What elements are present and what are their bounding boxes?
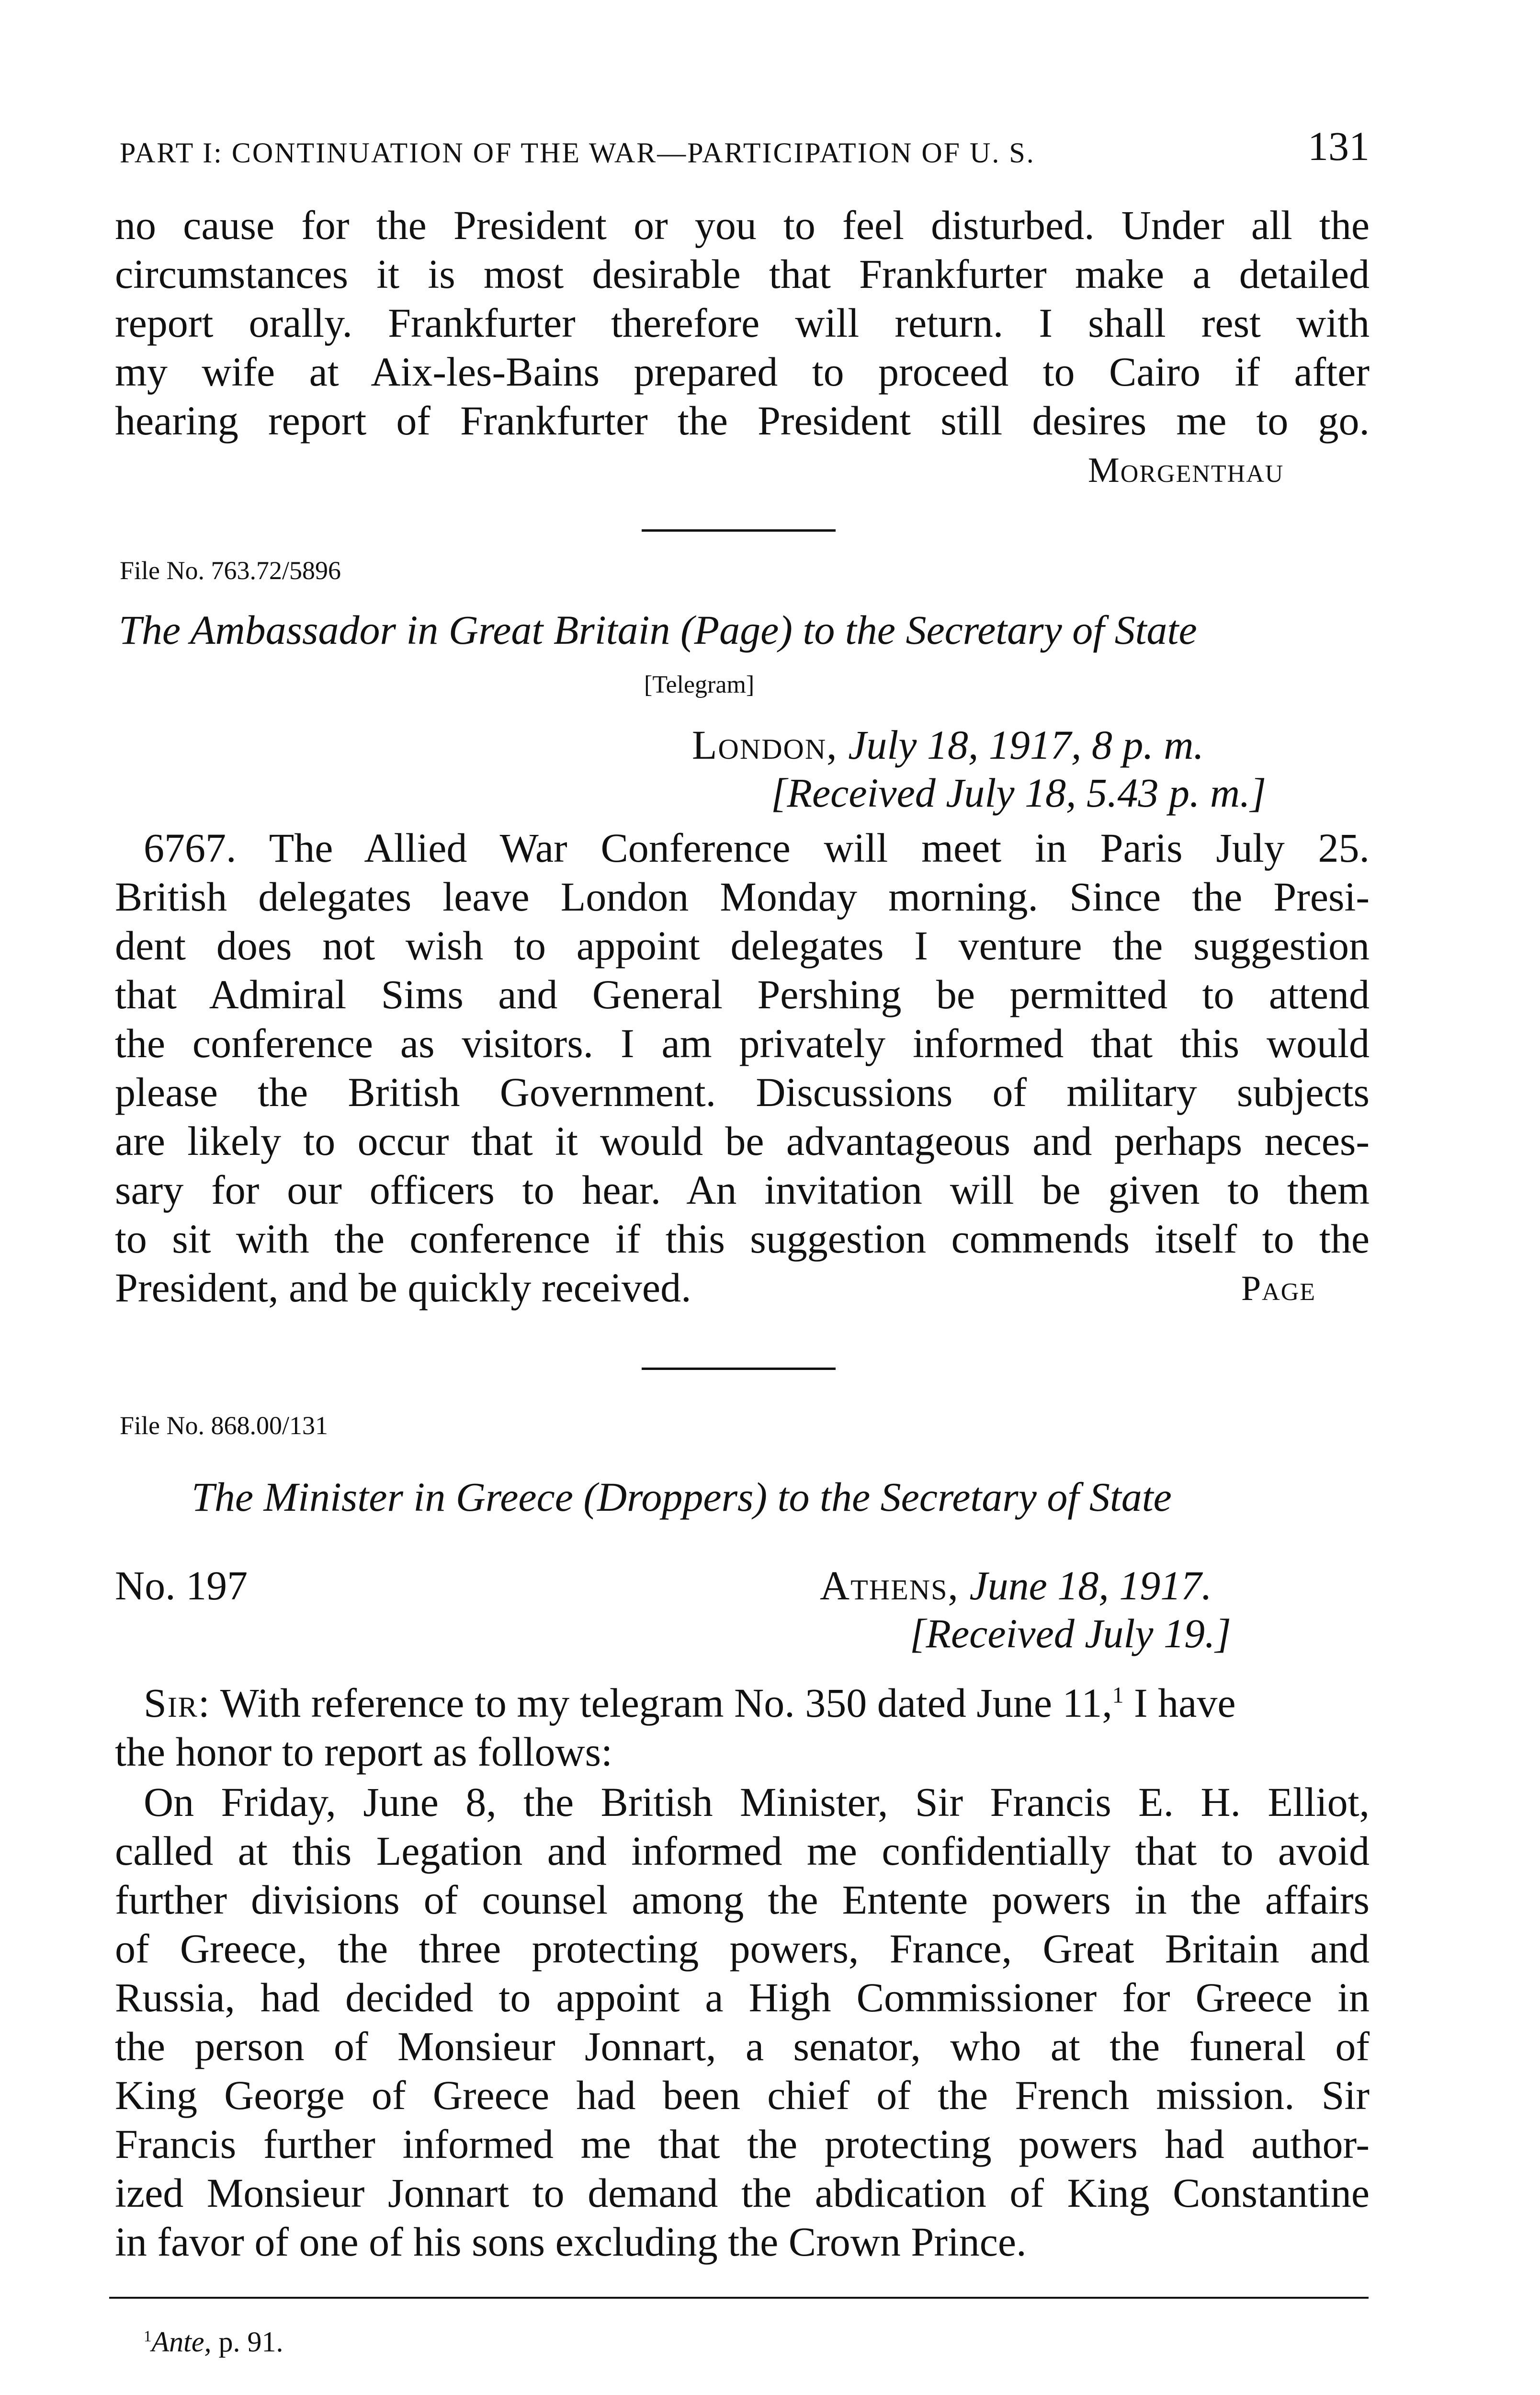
file-number: File No. 763.72/5896	[120, 556, 341, 585]
footnote-mark: 1	[144, 2328, 152, 2345]
document-title: The Ambassador in Great Britain (Page) to the Secretary of State	[119, 607, 1197, 653]
text-line: sary for our officers to hear. An invitation will be given to them	[115, 1167, 1370, 1213]
dateline	[820, 1562, 1212, 1609]
signature-morgenthau: Morgenthau	[1088, 451, 1284, 490]
text-line: in favor of one of his sons excluding the Crown Prince.	[115, 2219, 1027, 2265]
salutation-text: With reference to my telegram No. 350 dated June 11,	[220, 1680, 1112, 1726]
footnote-italic: Ante,	[151, 2326, 212, 2358]
dateline	[692, 721, 1204, 769]
file-number: File No. 868.00/131	[120, 1411, 328, 1440]
text-line: please the British Government. Discussions of military subjects	[115, 1069, 1370, 1115]
footnote-rule	[109, 2297, 1369, 2299]
received-line: [Received July 19.]	[910, 1610, 1231, 1656]
dateline-date: June 18, 1917.	[969, 1562, 1212, 1608]
text-line: the conference as visitors. I am privately informed that this would	[115, 1020, 1370, 1066]
text-line: to sit with the conference if this suggestion commends itself to the	[115, 1216, 1370, 1262]
salutation-text-end: I have	[1123, 1680, 1236, 1726]
text-line: hearing report of Frankfurter the President still desires me to go.	[115, 398, 1370, 444]
salutation-line	[144, 1679, 1370, 1727]
text-line: On Friday, June 8, the British Minister, Sir Francis E. H. Elliot,	[144, 1779, 1370, 1825]
text-line: 6767. The Allied War Conference will meet in Paris July 25.	[144, 825, 1370, 871]
page-number: 131	[1308, 123, 1370, 169]
text-line: are likely to occur that it would be advantageous and perhaps neces-	[115, 1118, 1370, 1164]
footnote	[144, 2326, 283, 2359]
text-line: no cause for the President or you to feel disturbed. Under all the	[115, 202, 1370, 248]
running-title: PART I: CONTINUATION OF THE WAR—PARTICIPATION OF U. S.	[120, 137, 1035, 169]
text-line: circumstances it is most desirable that Frankfurter make a detailed	[115, 251, 1370, 297]
text-line: ized Monsieur Jonnart to demand the abdication of King Constantine	[115, 2170, 1370, 2216]
text-line: report orally. Frankfurter therefore will return. I shall rest with	[115, 300, 1370, 346]
text-line: Francis further informed me that the protecting powers had author-	[115, 2121, 1370, 2167]
salutation: Sir:	[144, 1680, 211, 1726]
text-line: called at this Legation and informed me confidentially that to avoid	[115, 1828, 1370, 1874]
dateline-place: Athens,	[820, 1562, 959, 1608]
text-line: British delegates leave London Monday morning. Since the Presi-	[115, 874, 1370, 920]
document-title: The Minister in Greece (Droppers) to the Secretary of State	[192, 1474, 1172, 1520]
text-line: further divisions of counsel among the Entente powers in the affairs	[115, 1877, 1370, 1923]
text-line: King George of Greece had been chief of the French mission. Sir	[115, 2072, 1370, 2118]
text-line: Russia, had decided to appoint a High Commissioner for Greece in	[115, 1974, 1370, 2020]
text-line: my wife at Aix-les-Bains prepared to proceed to Cairo if after	[115, 349, 1370, 395]
section-divider	[642, 1368, 836, 1370]
footnote-ref: 1	[1112, 1683, 1124, 1708]
received-line: [Received July 18, 5.43 p. m.]	[771, 770, 1267, 816]
telegram-label: [Telegram]	[644, 671, 755, 698]
text-line: of Greece, the three protecting powers, France, Great Britain and	[115, 1926, 1370, 1972]
dispatch-number: No. 197	[115, 1562, 248, 1608]
footnote-text: p. 91.	[211, 2326, 283, 2358]
dateline-place: London,	[692, 722, 838, 768]
text-line: that Admiral Sims and General Pershing be permitted to attend	[115, 971, 1370, 1017]
text-line: President, and be quickly received.	[115, 1265, 691, 1311]
signature-page: Page	[1241, 1269, 1316, 1308]
dateline-date: July 18, 1917, 8 p. m.	[848, 722, 1204, 768]
section-divider	[642, 529, 836, 532]
running-header	[120, 122, 1370, 175]
text-line: the person of Monsieur Jonnart, a senator, who at the funeral of	[115, 2023, 1370, 2069]
text-line: the honor to report as follows:	[115, 1729, 612, 1775]
text-line: dent does not wish to appoint delegates I venture the suggestion	[115, 923, 1370, 969]
